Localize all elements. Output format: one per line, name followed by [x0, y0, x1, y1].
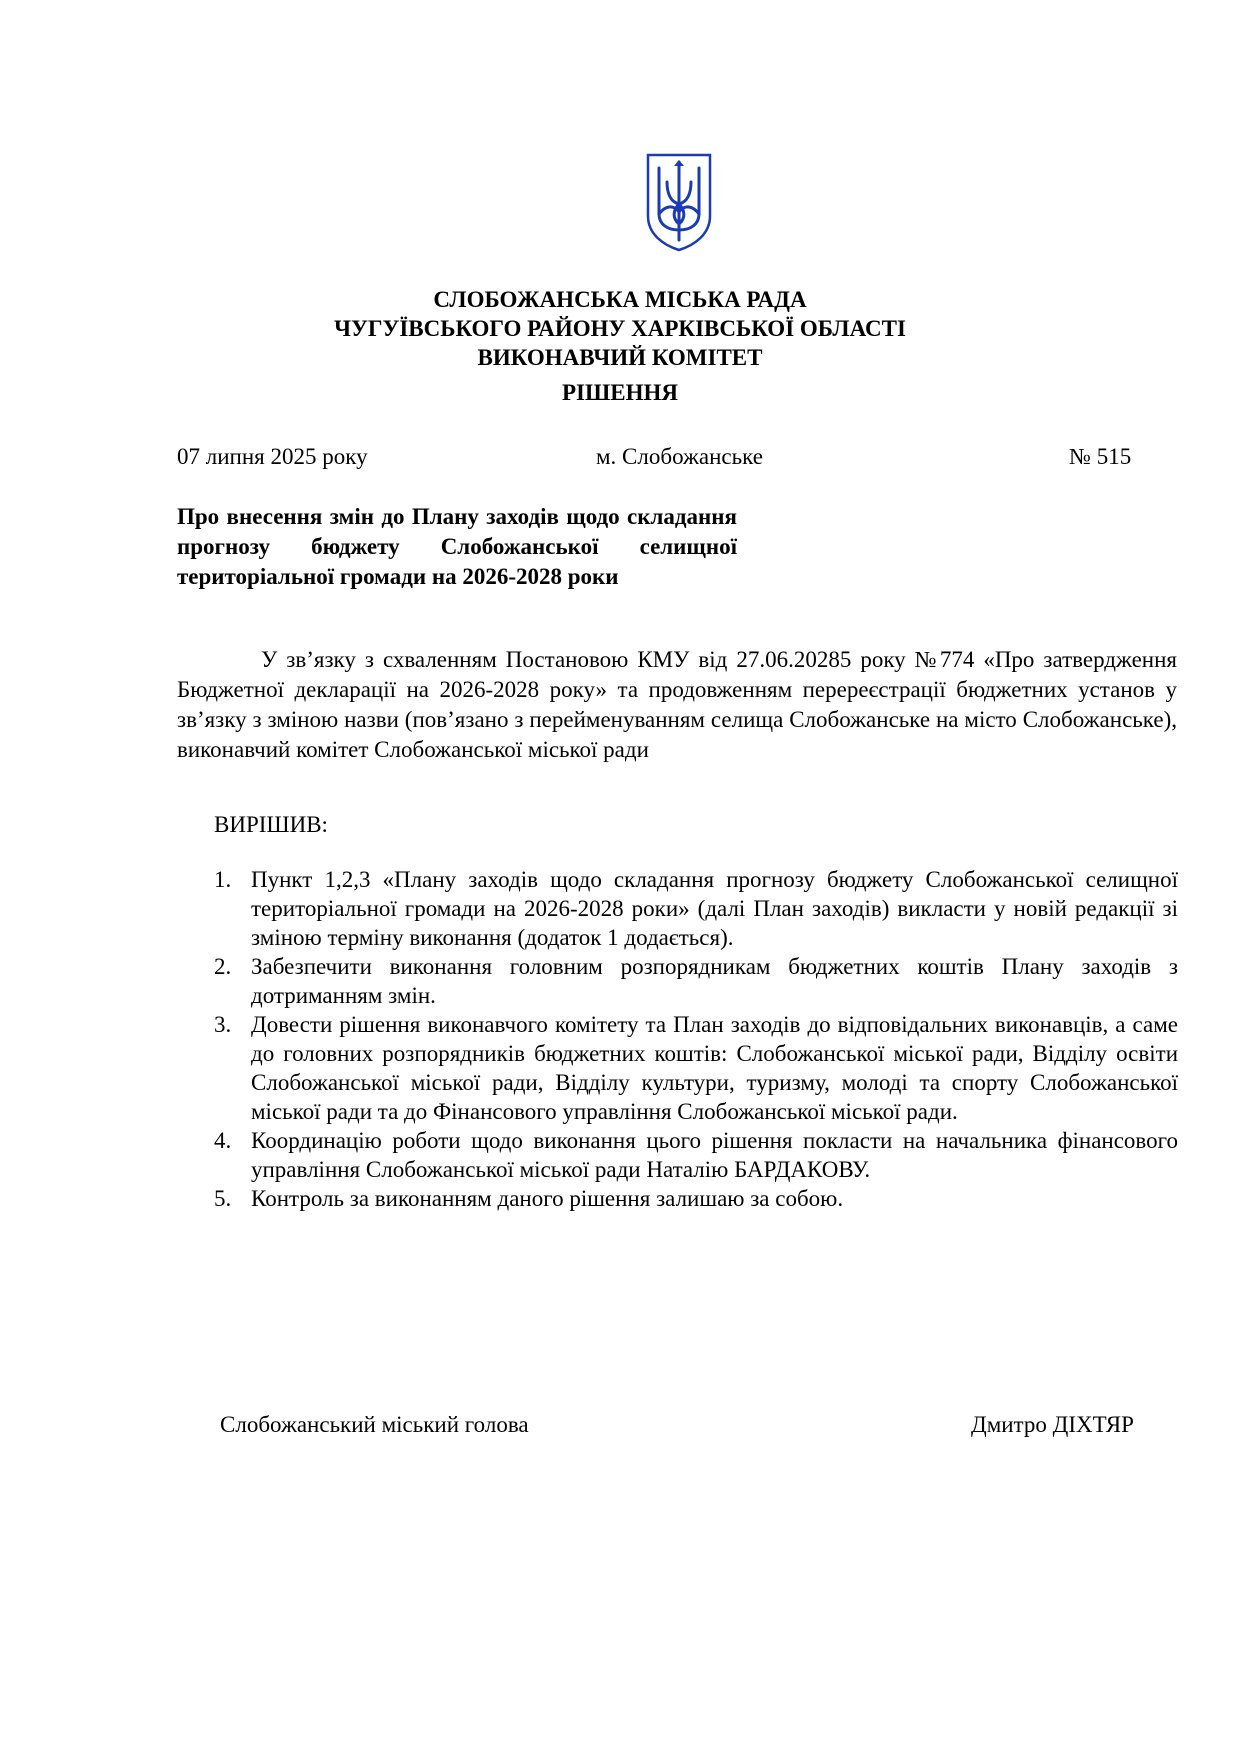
- signatory-position: Слобожанський міський голова: [220, 1412, 529, 1437]
- item-number: 5.: [214, 1186, 232, 1211]
- tryzub-coat-of-arms-icon: [645, 152, 713, 252]
- item-number: 2.: [214, 954, 232, 979]
- item-number: 4.: [214, 1128, 232, 1153]
- document-place: м. Слобожанське: [596, 444, 763, 469]
- resolution-item: [214, 952, 1178, 1010]
- item-text: Контроль за виконанням даного рішення залишаю за собою.: [251, 1186, 844, 1211]
- document-number: № 515: [1069, 444, 1132, 469]
- document-subject: Про внесення змін до Плану заходів щодо складання прогнозу бюджету Слобожанської селищної територіальної громади на 2026-2028 роки: [177, 504, 737, 589]
- item-number: 3.: [214, 1012, 232, 1037]
- signatory-name: Дмитро ДІХТЯР: [971, 1412, 1134, 1437]
- org-name-line-3: ВИКОНАВЧИЙ КОМІТЕТ: [477, 345, 763, 370]
- resolution-item: [214, 1184, 1178, 1213]
- resolved-label: ВИРІШИВ:: [214, 812, 328, 837]
- resolution-items: [214, 865, 1178, 1213]
- item-number: 1.: [214, 867, 232, 892]
- resolution-item: [214, 1126, 1178, 1184]
- preamble-paragraph: У зв’язку з схваленням Постановою КМУ від 27.06.20285 року №774 «Про затвердження Бюджетної декларації на 2026-2028 року» та продовженням перереєстрації бюджетних установ у зв’язку з зміною назви (пов’язано з перейменуванням селища Слобожанське на місто Слобожанське), виконавчий комітет Слобожанської міської ради: [177, 647, 1177, 762]
- item-text: Забезпечити виконання головним розпорядникам бюджетних коштів Плану заходів з дотриманням змін.: [251, 954, 1178, 1008]
- document-title: РІШЕННЯ: [562, 380, 678, 405]
- item-text: Пункт 1,2,3 «Плану заходів щодо складання прогнозу бюджету Слобожанської селищної територіальної громади на 2026-2028 роки» (далі План заходів) викласти у новій редакції зі зміною терміну виконання (додаток 1 додається).: [251, 867, 1178, 950]
- resolution-item: [214, 1010, 1178, 1126]
- document-date: 07 липня 2025 року: [177, 444, 368, 469]
- org-name-line-1: СЛОБОЖАНСЬКА МІСЬКА РАДА: [433, 287, 807, 312]
- org-name-line-2: ЧУГУЇВСЬКОГО РАЙОНУ ХАРКІВСЬКОЇ ОБЛАСТІ: [334, 316, 906, 341]
- item-text: Довести рішення виконавчого комітету та План заходів до відповідальних виконавців, а саме до головних розпорядників бюджетних коштів: Слобожанської міської ради, Відділу освіти Слобожанської міської ради, Відділу культури, туризму, молоді та спорту Слобожанської міської ради та до Фінансового управління Слобожанської міської ради.: [251, 1012, 1178, 1124]
- resolution-item: [214, 865, 1178, 952]
- item-text: Координацію роботи щодо виконання цього рішення покласти на начальника фінансового управління Слобожанської міської ради Наталію БАРДАКОВУ.: [251, 1128, 1178, 1182]
